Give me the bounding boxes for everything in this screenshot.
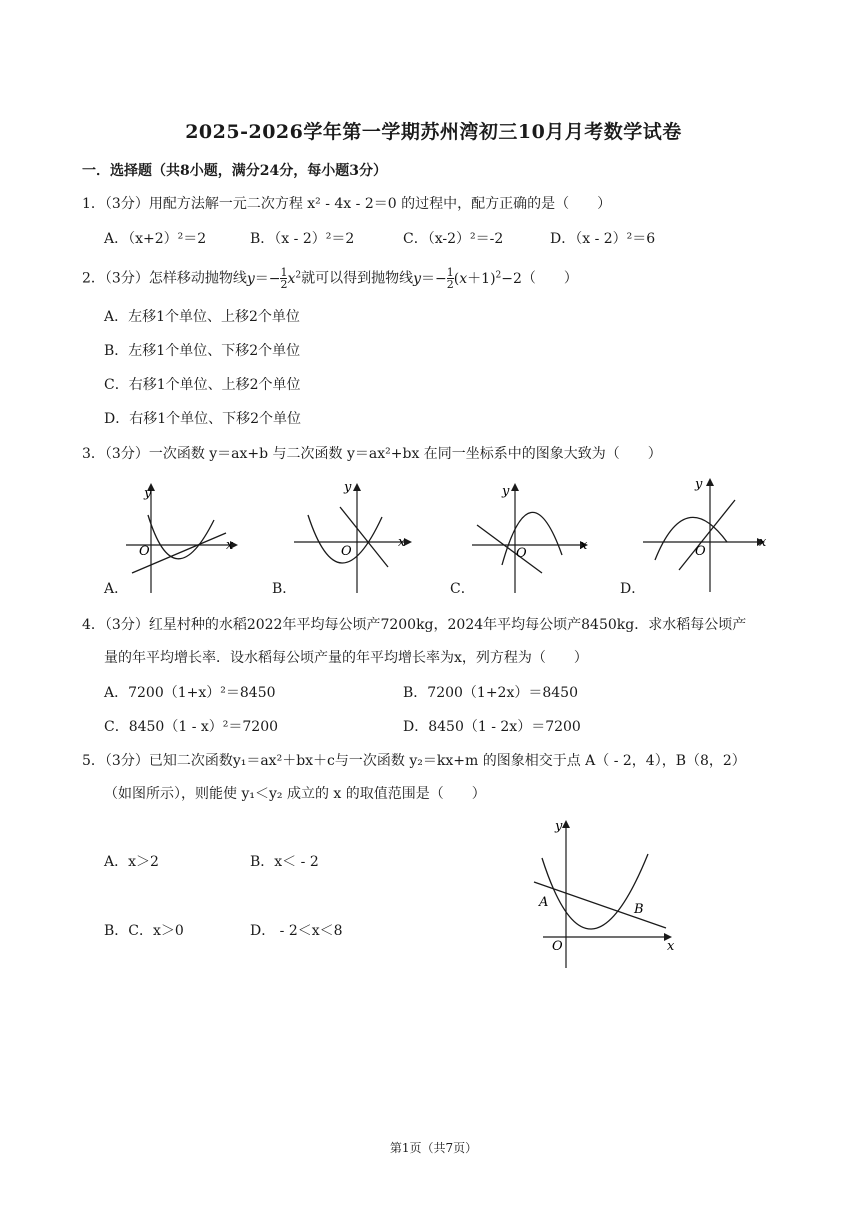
- q3c-x-label: x: [580, 538, 588, 553]
- q3-option-d: D．: [620, 581, 646, 597]
- q5-option-b: B．x＜ - 2: [250, 854, 319, 870]
- q3-graph-d: [643, 470, 775, 595]
- question-5-stem-line-1: 5．（3分）已知二次函数y₁＝ax²＋bx＋c与一次函数 y₂＝kx+m 的图象相交于点 A（ - 2，4），B（8，2）: [82, 753, 746, 769]
- q2-formula-2: y＝− $\frac{1}{2}$ $(x+1)^2-2$: [413, 266, 522, 291]
- section-heading: 一．选择题（共8小题，满分24分，每小题3分）: [82, 163, 387, 179]
- q2-stem-part-1: 2．（3分）怎样移动抛物线: [82, 270, 247, 287]
- q2-stem-part-2: 就可以得到抛物线: [301, 270, 414, 287]
- q3c-y-label: y: [502, 484, 510, 499]
- q3b-x-label: x: [398, 535, 406, 550]
- q3b-origin: O: [341, 544, 352, 559]
- q5-origin: O: [552, 939, 563, 954]
- question-4-stem-line-2: 量的年平均增长率．设水稻每公顷产量的年平均增长率为x，列方程为（ ）: [104, 650, 588, 666]
- q3-option-b: B．: [272, 581, 297, 597]
- q3-graph-c: [472, 475, 597, 595]
- q5-point-b-label: B: [634, 902, 644, 917]
- q2-formula-1: y＝− $\frac{1}{2}$ $x^2$: [246, 266, 302, 291]
- q5-y-label: y: [555, 819, 563, 834]
- q2-option-c: C．右移1个单位、上移2个单位: [104, 377, 301, 393]
- question-4-stem-line-1: 4．（3分）红星村种的水稻2022年平均每公顷产7200kg，2024年平均每公顷产8450kg．求水稻每公顷产: [82, 617, 747, 633]
- question-5-stem-line-2: （如图所示），则能使 y₁＜y₂ 成立的 x 的取值范围是（ ）: [104, 786, 486, 802]
- q3-graph-a: [126, 475, 246, 595]
- question-1-stem: 1．（3分）用配方法解一元二次方程 x² - 4x - 2＝0 的过程中，配方正确的是（ ）: [82, 196, 612, 212]
- q3-option-a: A．: [104, 581, 129, 597]
- q3c-origin: O: [516, 546, 527, 561]
- q3d-y-label: y: [695, 477, 703, 492]
- q5-x-label: x: [667, 939, 675, 954]
- q3-graph-b: [294, 475, 419, 595]
- q5-option-a: A．x＞2: [104, 854, 159, 870]
- question-2-stem: [82, 267, 578, 290]
- q2-option-d: D．右移1个单位、下移2个单位: [104, 411, 302, 427]
- q5-graph: [528, 812, 688, 972]
- q1-option-b: B．（x - 2）²＝2: [250, 231, 355, 247]
- q5-option-c: B．C．x＞0: [104, 923, 184, 939]
- q3b-y-label: y: [344, 480, 352, 495]
- q5-option-d: D． - 2＜x＜8: [250, 923, 343, 939]
- q2-option-b: B．左移1个单位、下移2个单位: [104, 343, 301, 359]
- q2-option-a: A．左移1个单位、上移2个单位: [104, 309, 300, 325]
- q3d-x-label: x: [759, 535, 767, 550]
- q4-option-d: D．8450（1 - 2x）＝7200: [403, 719, 581, 735]
- q4-option-a: A．7200（1+x）²＝8450: [104, 685, 276, 701]
- q1-option-c: C．（x-2）²＝-2: [403, 231, 504, 247]
- question-3-stem: 3．（3分）一次函数 y＝ax+b 与二次函数 y＝ax²+bx 在同一坐标系中的图象大致为（ ）: [82, 446, 662, 462]
- q3a-x-label: x: [226, 538, 234, 553]
- page-title: 2025-2026学年第一学期苏州湾初三10月月考数学试卷: [185, 121, 682, 143]
- q4-option-b: B．7200（1+2x）＝8450: [403, 685, 578, 701]
- page-footer: 第1页（共7页）: [389, 1141, 478, 1155]
- q2-stem-part-3: （ ）: [521, 270, 578, 287]
- q3d-origin: O: [695, 544, 706, 559]
- q3a-y-label: y: [144, 486, 152, 501]
- q1-option-a: A．（x+2）²＝2: [104, 231, 207, 247]
- q5-point-a-label: A: [539, 895, 549, 910]
- q4-option-c: C．8450（1 - x）²＝7200: [104, 719, 279, 735]
- q1-option-d: D．（x - 2）²＝6: [550, 231, 656, 247]
- q3-option-c: C．: [450, 581, 475, 597]
- q3a-origin: O: [139, 544, 150, 559]
